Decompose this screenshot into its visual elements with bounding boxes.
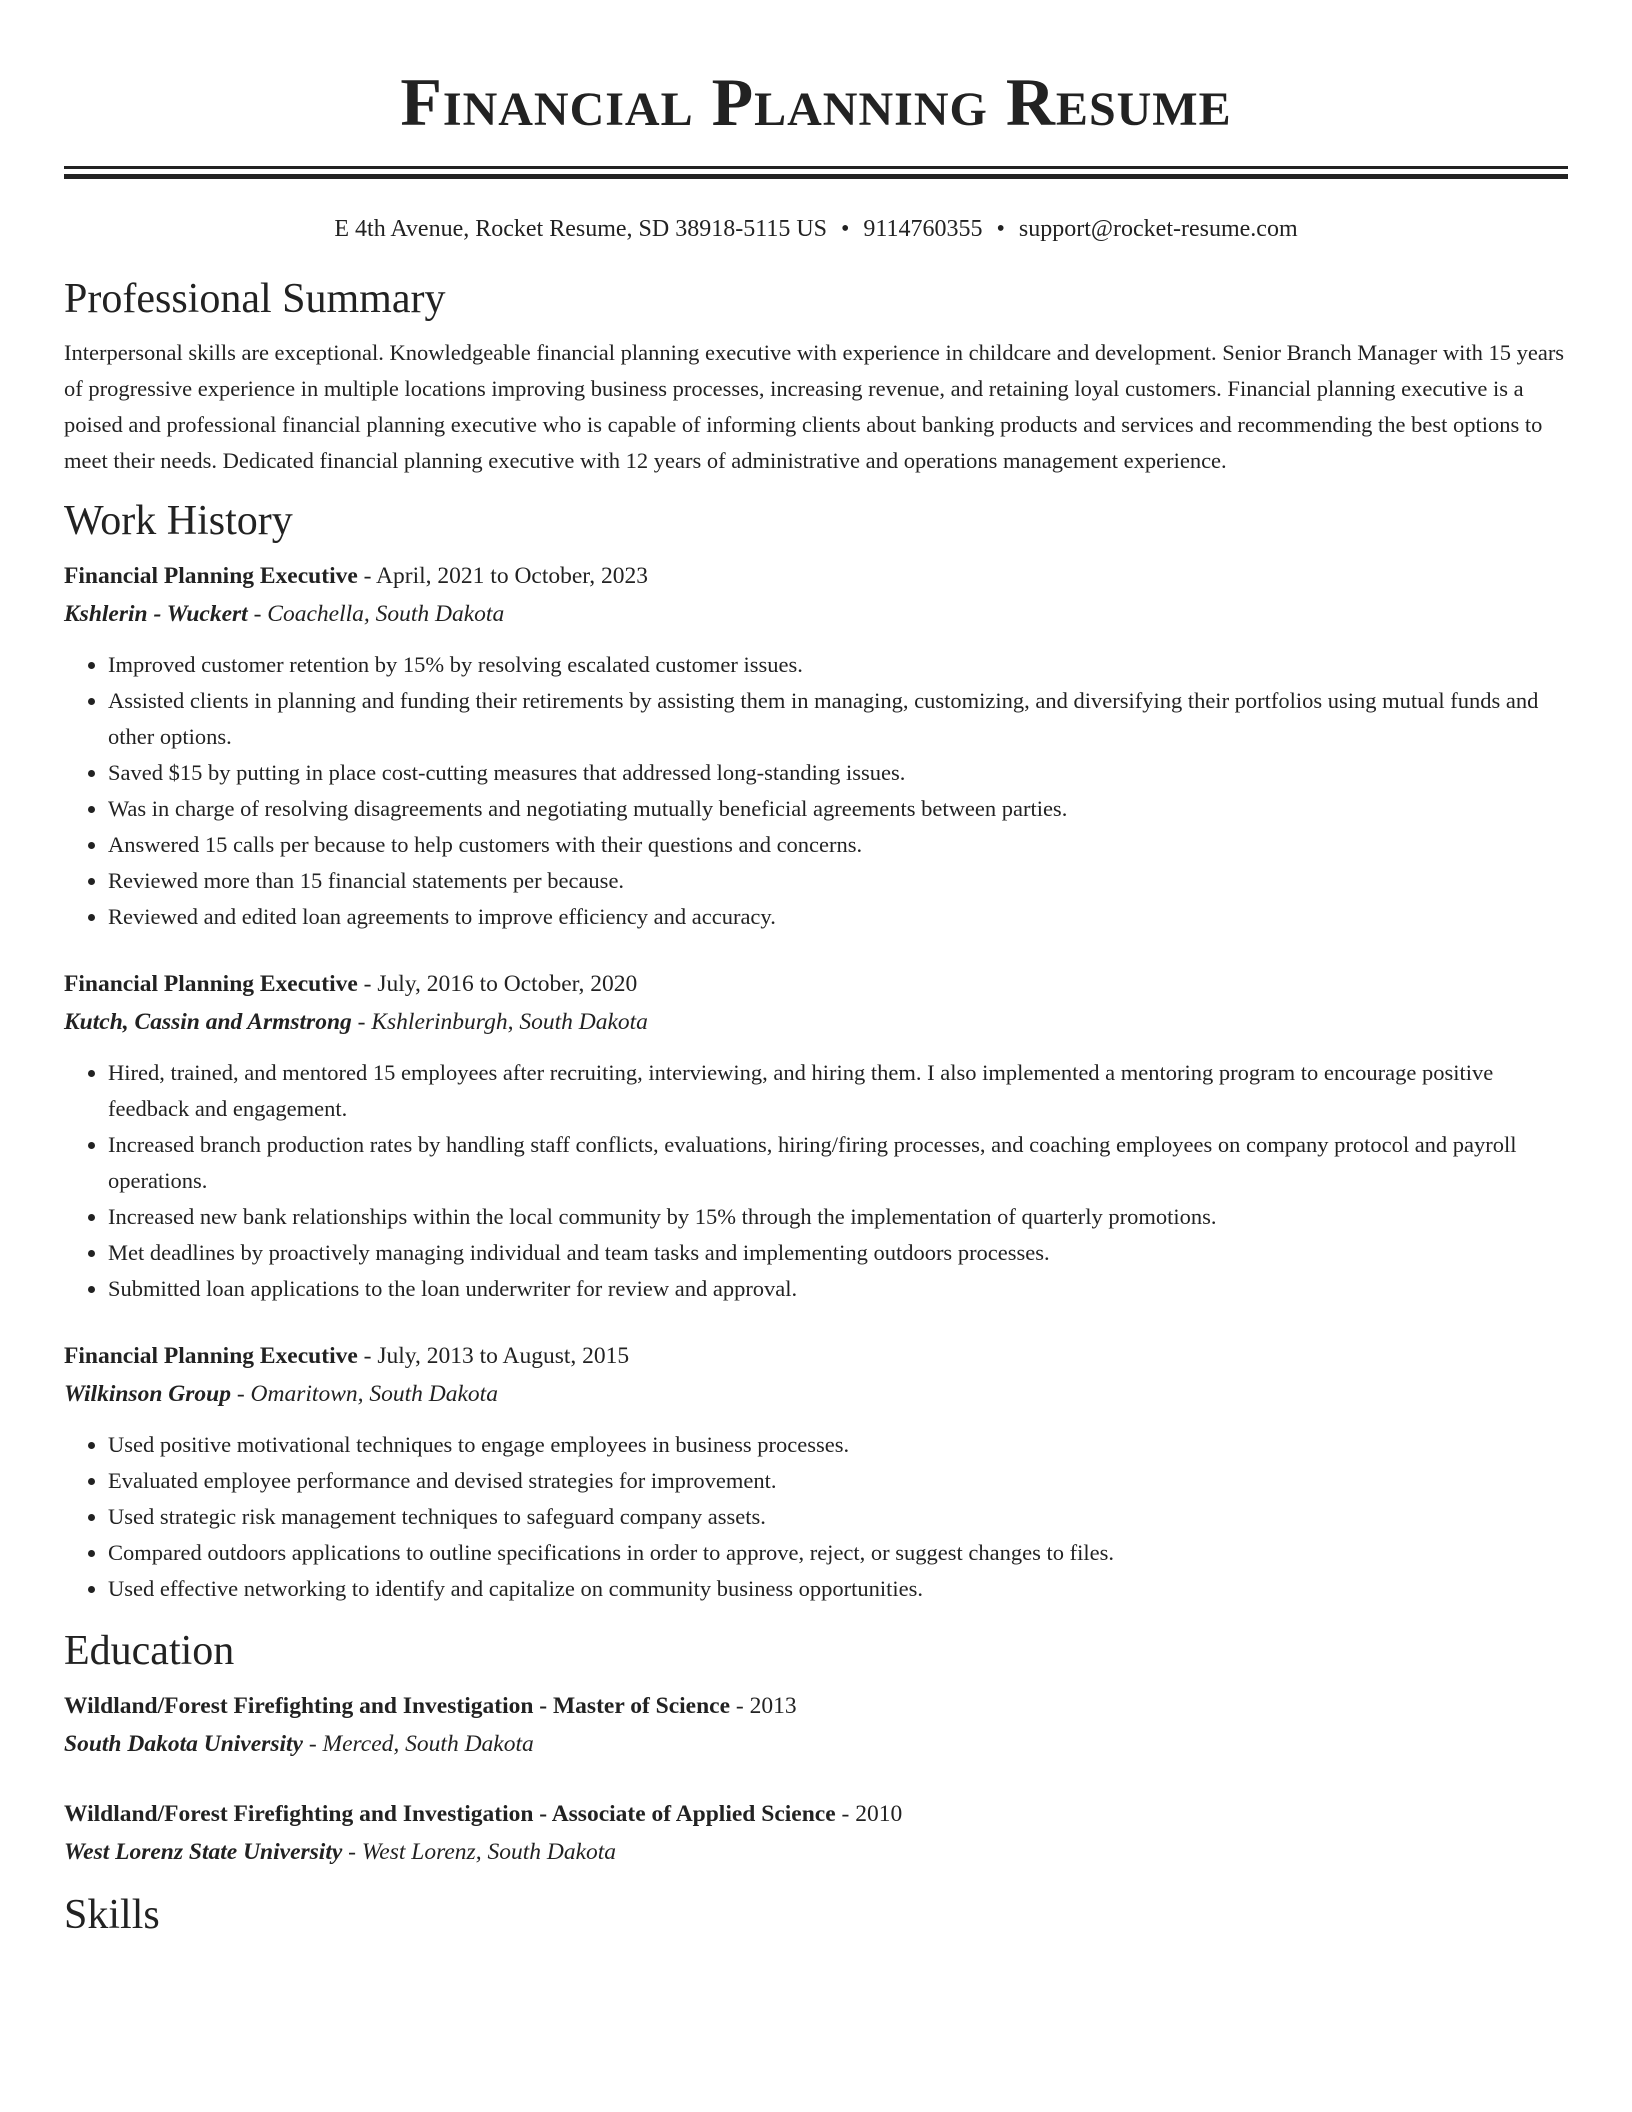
job-location: - Omaritown, South Dakota — [230, 1381, 498, 1407]
summary-heading: Professional Summary — [64, 276, 446, 322]
summary-text: Interpersonal skills are exceptional. Knowledgeable financial planning executive with experience in childcare and development. Senior Branch Manager with 15 years of progressive experience in multiple locations improving business processes, increasing revenue, and retaining loyal customers. Financial planning executive is a poised and professional financial planning executive who is capable of informing clients about banking products and services and recommending the best options to meet their needs. Dedicated financial planning executive with 12 years of administrative and operations management experience. — [64, 340, 1565, 473]
education-school: South Dakota University — [64, 1731, 303, 1757]
contact-address: E 4th Avenue, Rocket Resume, SD 38918-5115 US — [334, 216, 827, 242]
education-entry — [64, 1687, 1568, 1763]
job-bullet: • Submitted loan applications to the loan underwriter for review and approval. — [108, 1271, 1568, 1307]
job-entry — [64, 965, 1568, 1307]
education-school-line — [64, 1833, 1568, 1871]
job-title: Financial Planning Executive — [64, 971, 358, 997]
work-history-heading: Work History — [64, 498, 293, 544]
job-bullet: • Used effective networking to identify and capitalize on community business opportunities. — [108, 1571, 1568, 1607]
job-bullet: • Used positive motivational techniques to engage employees in business processes. — [108, 1427, 1568, 1463]
education-heading: Education — [64, 1628, 235, 1674]
job-bullet: • Increased branch production rates by handling staff conflicts, evaluations, hiring/firing processes, and coaching employees on company protocol and payroll operations. — [108, 1127, 1568, 1199]
education-school-line — [64, 1725, 1568, 1763]
education-location: - Merced, South Dakota — [302, 1731, 534, 1757]
job-bullet: • Hired, trained, and mentored 15 employees after recruiting, interviewing, and hiring them. I also implemented a mentoring program to encourage positive feedback and engagement. — [108, 1055, 1568, 1127]
job-company-line — [64, 595, 1568, 633]
job-company-line — [64, 1003, 1568, 1041]
education-school: West Lorenz State University — [64, 1839, 343, 1865]
job-bullet: • Assisted clients in planning and funding their retirements by assisting them in managing, customizing, and diversifying their portfolios using mutual funds and other options. — [108, 683, 1568, 755]
job-bullet: • Evaluated employee performance and devised strategies for improvement. — [108, 1463, 1568, 1499]
contact-separator: • — [996, 216, 1005, 242]
job-title: Financial Planning Executive — [64, 563, 358, 589]
job-company: Kshlerin - Wuckert — [64, 601, 248, 627]
education-degree: Wildland/Forest Firefighting and Investigation - Master of Science — [64, 1693, 731, 1719]
skills-heading: Skills — [64, 1892, 160, 1938]
job-bullet: • Used strategic risk management techniques to safeguard company assets. — [108, 1499, 1568, 1535]
job-location: - Coachella, South Dakota — [247, 601, 505, 627]
contact-phone: 9114760355 — [863, 216, 983, 242]
job-location: - Kshlerinburgh, South Dakota — [351, 1009, 648, 1035]
job-dates: - April, 2021 to October, 2023 — [357, 563, 648, 589]
job-bullets — [64, 1427, 1568, 1607]
job-company-line — [64, 1375, 1568, 1413]
education-entry — [64, 1795, 1568, 1871]
contact-separator: • — [841, 216, 850, 242]
job-bullet: • Answered 15 calls per because to help customers with their questions and concerns. — [108, 827, 1568, 863]
job-bullet: • Saved $15 by putting in place cost-cutting measures that addressed long-standing issues. — [108, 755, 1568, 791]
education-location: - West Lorenz, South Dakota — [342, 1839, 617, 1865]
job-dates: - July, 2016 to October, 2020 — [357, 971, 638, 997]
job-bullets — [64, 1055, 1568, 1307]
job-header — [64, 1337, 1568, 1375]
job-bullet: • Reviewed more than 15 financial statements per because. — [108, 863, 1568, 899]
job-bullet: • Was in charge of resolving disagreements and negotiating mutually beneficial agreements between parties. — [108, 791, 1568, 827]
job-bullet: • Met deadlines by proactively managing individual and team tasks and implementing outdoors processes. — [108, 1235, 1568, 1271]
job-title: Financial Planning Executive — [64, 1343, 358, 1369]
education-header — [64, 1687, 1568, 1725]
job-company: Wilkinson Group — [64, 1381, 231, 1407]
education-degree: Wildland/Forest Firefighting and Investigation - Associate of Applied Science — [64, 1801, 836, 1827]
title-divider — [64, 166, 1568, 179]
job-company: Kutch, Cassin and Armstrong — [64, 1009, 352, 1035]
job-bullet: • Improved customer retention by 15% by resolving escalated customer issues. — [108, 647, 1568, 683]
education-year: - 2013 — [730, 1693, 797, 1719]
job-entry — [64, 557, 1568, 935]
job-bullet: • Reviewed and edited loan agreements to improve efficiency and accuracy. — [108, 899, 1568, 935]
job-bullet: • Increased new bank relationships within the local community by 15% through the implementation of quarterly promotions. — [108, 1199, 1568, 1235]
job-entry — [64, 1337, 1568, 1607]
contact-line — [64, 213, 1568, 245]
job-bullet: • Compared outdoors applications to outline specifications in order to approve, reject, or suggest changes to files. — [108, 1535, 1568, 1571]
job-header — [64, 557, 1568, 595]
education-year: - 2010 — [835, 1801, 903, 1827]
resume-title: Financial Planning Resume — [400, 64, 1232, 140]
contact-email: support@rocket-resume.com — [1018, 216, 1298, 242]
education-header — [64, 1795, 1568, 1833]
job-dates: - July, 2013 to August, 2015 — [357, 1343, 630, 1369]
job-header — [64, 965, 1568, 1003]
job-bullets — [64, 647, 1568, 935]
